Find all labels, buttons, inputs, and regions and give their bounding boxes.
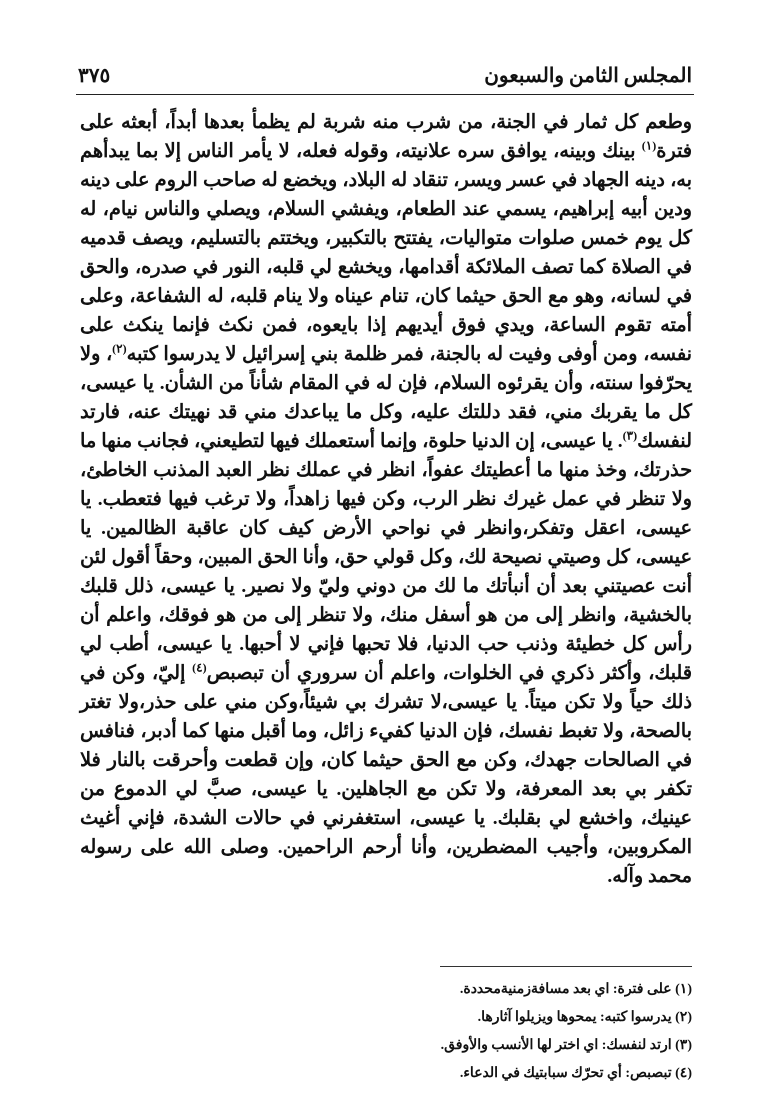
running-header [78,58,692,88]
footnote-ref-3[interactable]: (٣) [622,428,638,443]
text-segment: وطعم كل ثمار في الجنة، من شرب منه شربة لم يظمأ بعدها أبداً، أبعثه على فترة [80,112,692,162]
footnote-item: (٤) تبصبص: أي تحرّك سبابتيك في الدعاء. [459,1066,692,1081]
text-segment: بينك وبينه، يوافق سره علانيته، وقوله فعله، لا يأمر الناس إلا بما يبدأهم به، دينه الجهاد في عسر ويسر، تنقاد له البلاد، ويخضع له صاحب الروم على دينه ودين أبيه إبراهيم، يسمي عند الطعام، ويفشي السلام، ويصلي والناس نيام، له كل يوم خمس صلوات متواليات، يفتتح بالتكبير، ويختتم بالتسليم، ويصف قدميه في الصلاة كما تصف الملائكة أقدامها، ويخشع لي قلبه، النور في صدره، والحق في لسانه، وهو مع الحق حيثما كان، تنام عيناه ولا ينام قلبه، له الشفاعة، وعلى أمته تقوم الساعة، ويدي فوق أيديهم إذا بايعوه، فمن نكث فإنما ينكث على نفسه، ومن أوفى وفيت له بالجنة، فمر ظلمة بني إسرائيل لا يدرسوا كتبه [80,141,692,365]
footnote-item: (٢) يدرسوا كتبه: يمحوها ويزيلوا آثارها. [477,1010,692,1025]
header-divider [76,94,694,95]
text-segment: ، ولا يحرّفوا سنته، وأن يقرئوه السلام، فإن له في المقام شأناً من الشأن. يا عيسى، كل ما يقربك مني، فقد دللتك عليه، وكل ما يباعدك مني قد نهيتك عنه، فارتد لنفسك [80,344,692,452]
footnote-item: (٣) ارتد لنفسك: اي اختر لها الأنسب والأوفق. [440,1038,692,1053]
main-text [80,108,692,891]
footnote-ref-2[interactable]: (٢) [112,341,127,356]
text-segment: إليّ، وكن في ذلك حياً ولا تكن ميتاً. يا عيسى،لا تشرك بي شيئاً،وكن مني على حذر،ولا تغتر بالصحة، ولا تغبط نفسك، فإن الدنيا كفيء زائل، وما أقبل منها كما أدبر، فنافس في الصالحات جهدك، وكن مع الحق حيثما كان، وإن قطعت وأحرقت بالنار فلا تكفر بي بعد المعرفة، ولا تكن مع الجاهلين. يا عيسى، صبَّ لي الدموع من عينيك، واخشع لي بقلبك. يا عيسى، استغفرني في حالات الشدة، فإني أغيث المكروبين، وأجيب المضطرين، وأنا أرحم الراحمين. وصلى الله على رسوله محمد وآله. [80,663,692,887]
footnote-item: (١) على فترة: اي بعد مسافةزمنيةمحددة. [459,982,692,997]
footnote-ref-4[interactable]: (٤) [192,660,207,675]
text-segment: . يا عيسى، إن الدنيا حلوة، وإنما أستعملك فيها لتطيعني، فجانب منها ما حذرتك، وخذ منها ما أعطيتك عفواً، انظر في عملك نظر العبد المذنب الخاطئ، ولا تنظر في عمل غيرك نظر الرب، وكن فيها زاهداً، ولا ترغب فيها فتعطب. يا عيسى، اعقل وتفكر،وانظر في نواحي الأرض كيف كان عاقبة الظالمين. يا عيسى، كل وصيتي نصيحة لك، وكل قولي حق، وأنا الحق المبين، وحقاً أقول لئن أنت عصيتني بعد أن أنبأتك ما لك من دوني وليّ ولا نصير. يا عيسى، ذلل قلبك بالخشية، وانظر إلى من هو أسفل منك، ولا تنظر إلى من هو فوقك، واعلم أن رأس كل خطيئة وذنب حب الدنيا، فلا تحبها فإني لا أحبها. يا عيسى، أطب لي قلبك، وأكثر ذكري في الخلوات، واعلم أن سروري أن تبصبص [80,431,692,684]
chapter-title: المجلس الثامن والسبعون [484,65,692,87]
footnote-ref-1[interactable]: (١) [641,138,657,153]
footnotes [80,976,692,1088]
main-paragraph [80,108,692,891]
footnote-divider [440,966,692,967]
page-number: ٣٧٥ [78,65,111,87]
